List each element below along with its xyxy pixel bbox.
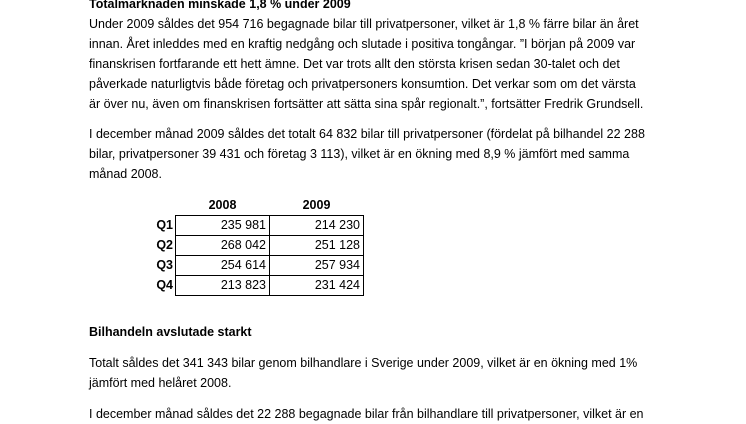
row-label: Q3	[156, 258, 173, 272]
table-row	[146, 276, 364, 296]
table-cell: 235 981	[176, 216, 270, 236]
row-label: Q2	[156, 238, 173, 252]
paragraph-line: I december månad såldes det 22 288 begagnade bilar från bilhandlare till privatpersoner, vilket är en	[89, 407, 644, 421]
column-header-2009: 2009	[302, 198, 331, 212]
table-cell: 268 042	[176, 236, 270, 256]
paragraph-line: Totalt såldes det 341 343 bilar genom bilhandlare i Sverige under 2009, vilket är en ökning med 1%	[89, 356, 638, 370]
row-label: Q1	[156, 218, 173, 232]
table-header-row	[146, 196, 364, 216]
column-header-2008: 2008	[208, 198, 237, 212]
paragraph-line: I december månad 2009 såldes det totalt 64 832 bilar till privatpersoner (fördelat på bilhandel 22 288	[89, 127, 645, 141]
paragraph-line: är över nu, även om finanskrisen fortsätter att sätta sina spår regionalt.”, fortsätter Fredrik Grundsell.	[89, 97, 644, 111]
paragraph-line: månad 2008.	[89, 167, 162, 181]
table-row	[146, 216, 364, 236]
paragraph-line: påverkade naturligtvis både företag och privatpersoners konsumtion. Det verkar som om det värsta	[89, 77, 636, 91]
table-row	[146, 256, 364, 276]
paragraph-line: innan. Året inleddes med en kraftig nedgång och slutade i positiva tongångar. ”I början på 2009 var	[89, 37, 636, 51]
table-cell: 251 128	[270, 236, 364, 256]
paragraph-line: Under 2009 såldes det 954 716 begagnade bilar till privatpersoner, vilket är 1,8 % färre bilar än året	[89, 17, 639, 31]
quarterly-sales-table	[146, 196, 364, 296]
paragraph-line: bilar, privatpersoner 39 431 och företag 3 113), vilket är en ökning med 8,9 % jämfört med samma	[89, 147, 630, 161]
paragraph-line: jämfört med helåret 2008.	[89, 376, 232, 390]
table-corner	[146, 196, 176, 216]
table-cell: 213 823	[176, 276, 270, 296]
table-row	[146, 236, 364, 256]
section-heading-dealers: Bilhandeln avslutade starkt	[89, 325, 252, 339]
table-cell: 214 230	[270, 216, 364, 236]
paragraph-line: finanskrisen fortfarande ett hett ämne. Det var trots allt den största krisen sedan 30-talet och det	[89, 57, 620, 71]
section-heading-total-market: Totalmarknaden minskade 1,8 % under 2009	[89, 0, 351, 11]
table-cell: 257 934	[270, 256, 364, 276]
table-cell: 254 614	[176, 256, 270, 276]
row-label: Q4	[156, 278, 173, 292]
table-cell: 231 424	[270, 276, 364, 296]
